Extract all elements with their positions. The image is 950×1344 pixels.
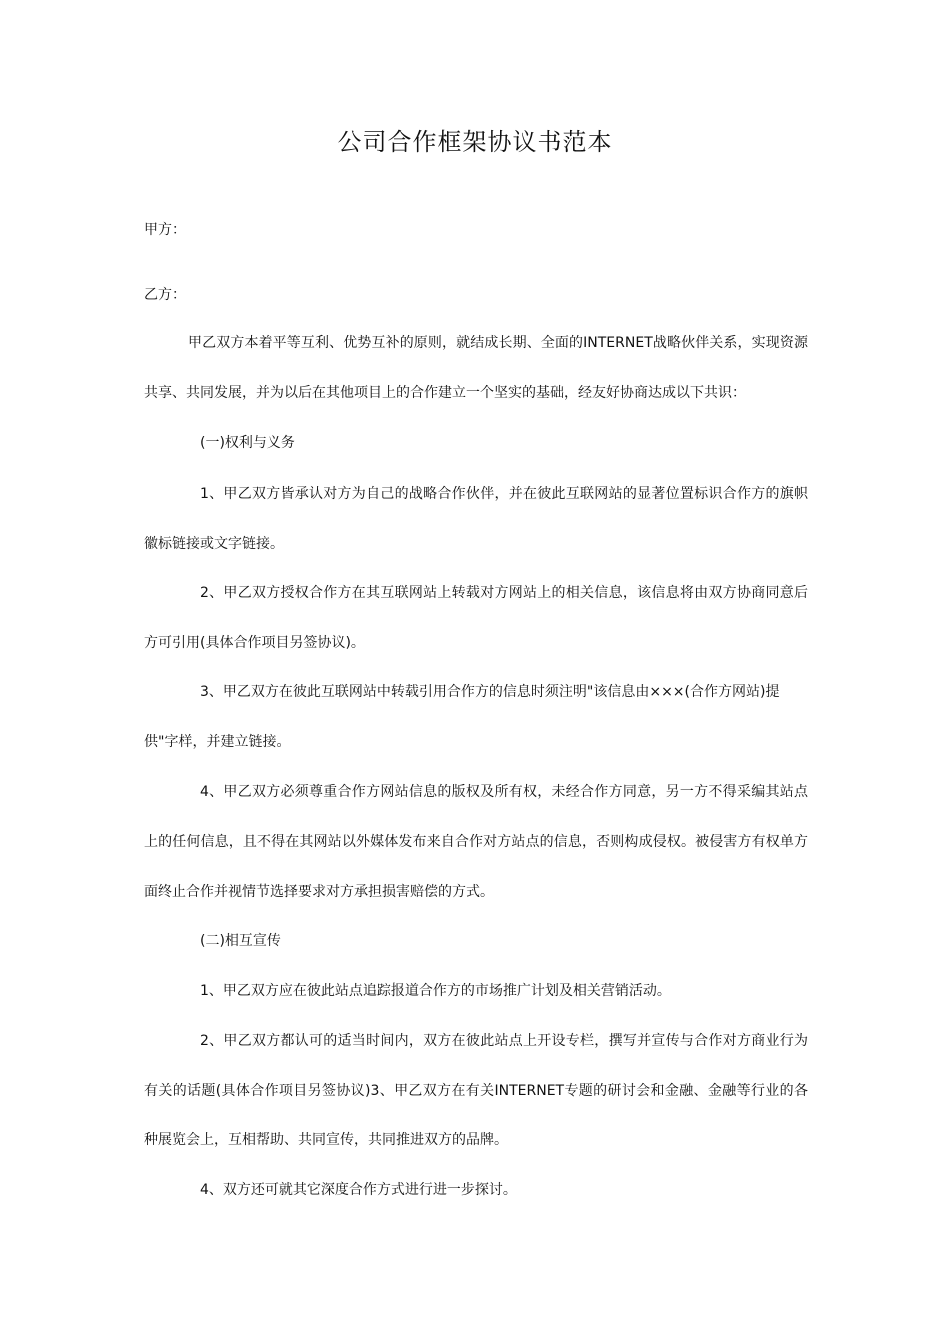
section2-item1: 1、甲乙双方应在彼此站点追踪报道合作方的市场推广计划及相关营销活动。 <box>200 983 671 999</box>
party-b-label: 乙方： <box>144 287 186 303</box>
section1-item1-line-1: 1、甲乙双方皆承认对方为自己的战略合作伙伴，并在彼此互联网站的显著位置标识合作方的旗帜 <box>200 486 808 502</box>
intro-line-1: 甲乙双方本着平等互利、优势互补的原则，就结成长期、全面的INTERNET战略伙伴关系，实现资源 <box>188 335 808 351</box>
section1-item3-line-2: 供"字样，并建立链接。 <box>144 734 291 750</box>
section1-item4-line-1: 4、甲乙双方必须尊重合作方网站信息的版权及所有权，未经合作方同意，另一方不得采编其站点 <box>200 784 808 800</box>
section1-item1-line-2: 徽标链接或文字链接。 <box>144 536 284 552</box>
section2-item2-line-3: 种展览会上，互相帮助、共同宣传，共同推进双方的品牌。 <box>144 1132 508 1148</box>
section1-item2-line-1: 2、甲乙双方授权合作方在其互联网站上转载对方网站上的相关信息，该信息将由双方协商同意后 <box>200 585 808 601</box>
section1-item4-line-2: 上的任何信息，且不得在其网站以外媒体发布来自合作对方站点的信息，否则构成侵权。被侵害方有权单方 <box>144 834 808 850</box>
section1-item2-line-2: 方可引用(具体合作项目另签协议)。 <box>144 635 365 651</box>
section2-heading: (二)相互宣传 <box>200 933 281 949</box>
section1-item3-line-1: 3、甲乙双方在彼此互联网站中转载引用合作方的信息时须注明"该信息由×××(合作方网站)提 <box>200 684 780 700</box>
section2-item2-line-1: 2、甲乙双方都认可的适当时间内，双方在彼此站点上开设专栏，撰写并宣传与合作对方商业行为 <box>200 1033 808 1049</box>
section2-item2-line-2: 有关的话题(具体合作项目另签协议)3、甲乙双方在有关INTERNET专题的研讨会和金融、金融等行业的各 <box>144 1083 808 1099</box>
party-a-label: 甲方： <box>144 222 186 238</box>
section1-item4-line-3: 面终止合作并视情节选择要求对方承担损害赔偿的方式。 <box>144 884 494 900</box>
section1-heading: (一)权利与义务 <box>200 435 295 451</box>
intro-line-2: 共享、共同发展，并为以后在其他项目上的合作建立一个坚实的基础，经友好协商达成以下共识： <box>144 385 746 401</box>
document-title: 公司合作框架协议书范本 <box>337 128 613 156</box>
section2-item4: 4、双方还可就其它深度合作方式进行进一步探讨。 <box>200 1182 517 1198</box>
